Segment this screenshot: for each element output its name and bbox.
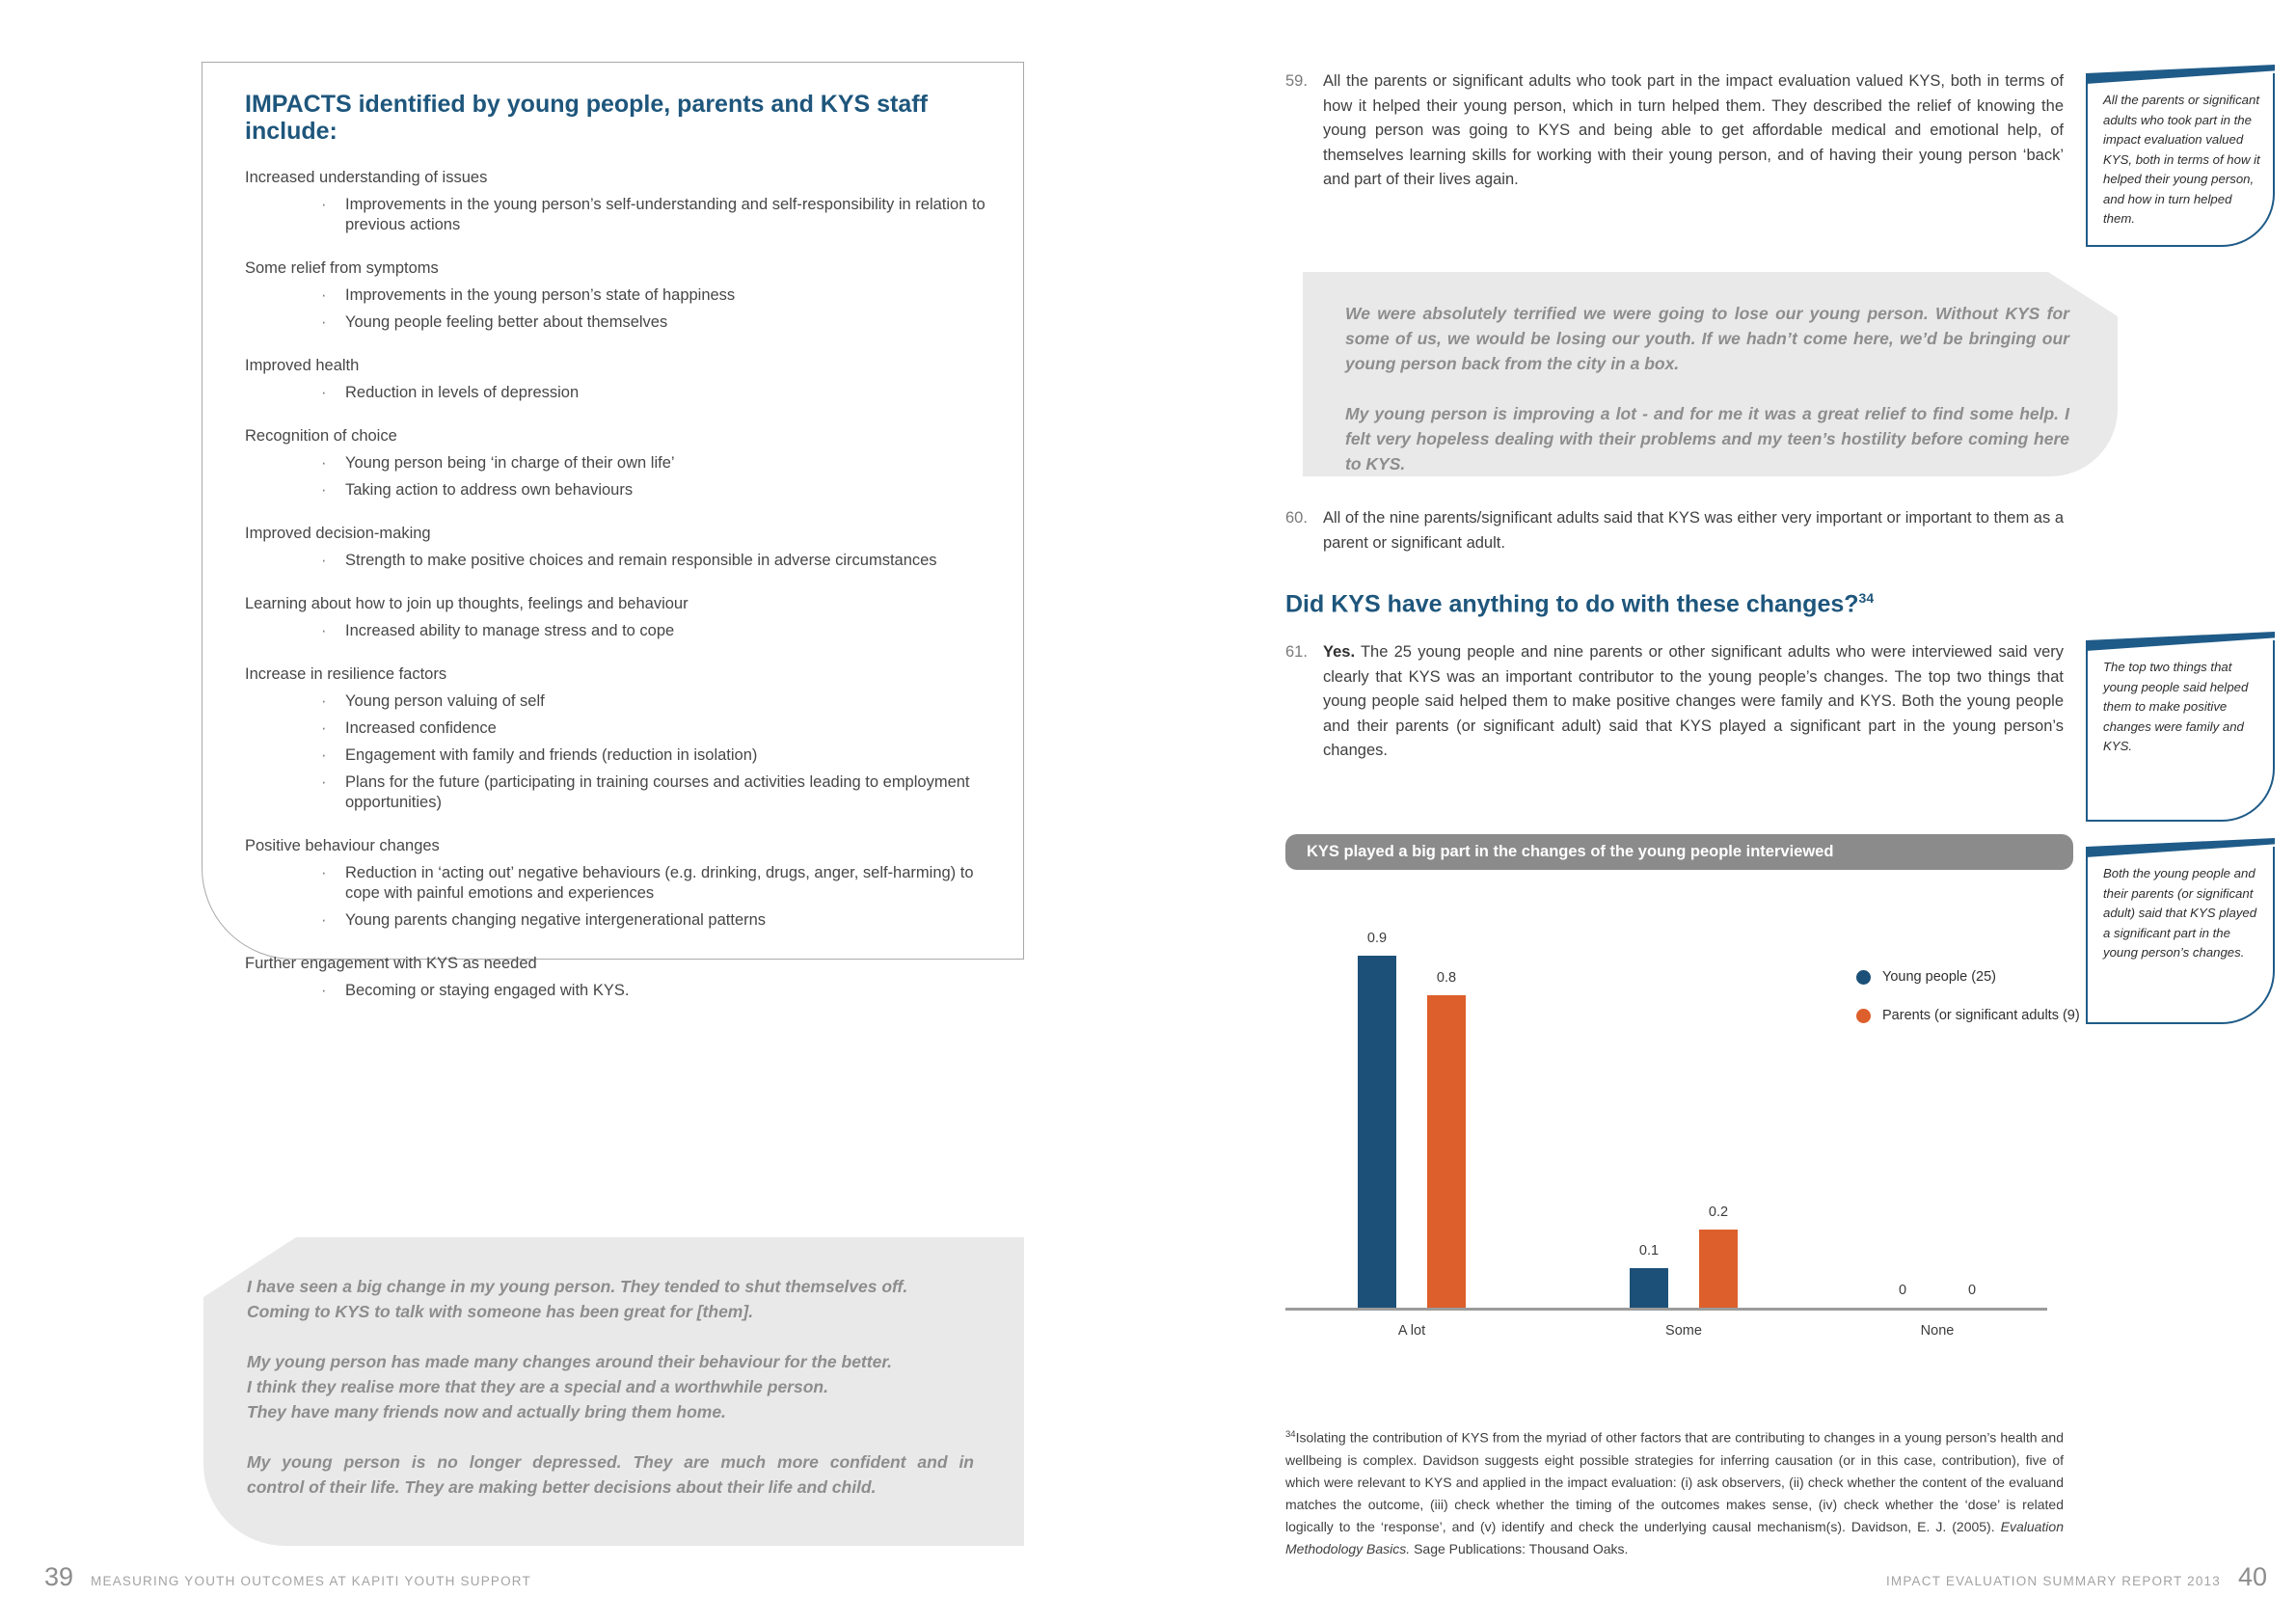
impact-bullet-text: Becoming or staying engaged with KYS.	[345, 982, 630, 999]
bullet-dot-icon: ·	[321, 196, 327, 213]
section-heading-text: Did KYS have anything to do with these changes?	[1285, 590, 1859, 618]
impact-group	[245, 356, 988, 403]
bullet-dot-icon: ·	[321, 719, 327, 737]
footer-right	[1886, 1562, 2267, 1592]
quote-line: My young person has made many changes around their behaviour for the better.	[247, 1352, 893, 1371]
impact-bullet-text: Strength to make positive choices and remain responsible in adverse circumstances	[345, 552, 937, 569]
impact-bullet-text: Young person being ‘in charge of their own life’	[345, 454, 675, 472]
paragraph-text	[1323, 640, 2064, 764]
bullet-dot-icon: ·	[321, 552, 327, 569]
impact-bullet-text: Reduction in ‘acting out’ negative behaviours (e.g. drinking, drugs, anger, self-harming) to cope with painful emotions and experiences	[345, 864, 974, 902]
callout-text: All the parents or significant adults who took part in the impact evaluation valued KYS, both in terms of how it helped their young person, and how in turn helped them.	[2103, 93, 2260, 226]
page-number: 39	[44, 1562, 74, 1591]
footer-label: MEASURING YOUTH OUTCOMES AT KAPITI YOUTH SUPPORT	[91, 1574, 531, 1588]
footer-left	[44, 1562, 531, 1592]
callout-box-2	[2086, 640, 2275, 822]
chart-title-bar: KYS played a big part in the changes of the young people interviewed	[1285, 834, 2073, 870]
impact-bullet	[321, 691, 988, 712]
impact-group	[245, 524, 988, 571]
impact-bullet	[321, 772, 988, 813]
paragraph-text: All the parents or significant adults who took part in the impact evaluation valued KYS, both in terms of how it helped their young person, which in turn helped them. They described the relief of knowing the young person was going to KYS and being able to get affordable medical and emotional help, of themselves learning skills for working with their young person, and of having their young person ‘back’ and part of their lives again.	[1323, 72, 2064, 188]
impact-bullet-text: Plans for the future (participating in training courses and activities leading to employment opportunities)	[345, 773, 970, 811]
impact-group-label: Increase in resilience factors	[245, 665, 447, 683]
footer-label: IMPACT EVALUATION SUMMARY REPORT 2013	[1885, 1574, 2221, 1588]
impact-bullet-text: Engagement with family and friends (reduction in isolation)	[345, 746, 758, 764]
footnote-body: Isolating the contribution of KYS from the myriad of other factors that are contributing to changes in a young person’s health and wellbeing is complex. Davidson suggests eight possible strategies for inferring causation (or in this case, contribution), five of which were relevant to KYS and applied in the impact evaluation: (i) ask observers, (ii) check whether the content of the evaluand matches the outcome, (iii) check whether the timing of the outcomes makes sense, (iv) check whether the ‘dose’ is related logically to the ‘response’, and (v) identify and check the underlying causal mechanism(s). Davidson, E. J. (2005).	[1285, 1429, 2064, 1534]
footnote-34	[1285, 1423, 2064, 1560]
bar-value-label: 0	[1898, 1283, 1907, 1298]
bullet-dot-icon: ·	[321, 864, 327, 881]
impact-group	[245, 258, 988, 333]
bar-chart	[1285, 873, 2080, 1339]
callout-text: Both the young people and their parents (or significant adult) said that KYS played a significant part in the young person’s changes.	[2103, 866, 2257, 960]
impact-bullet	[321, 312, 988, 333]
bar-fill	[1427, 995, 1466, 1308]
paragraph-60	[1285, 506, 2064, 555]
footnote-number: 34	[1285, 1429, 1296, 1440]
bullet-dot-icon: ·	[321, 746, 327, 764]
impact-bullet	[321, 863, 988, 904]
quote-paragraph: We were absolutely terrified we were going to lose our young person. Without KYS for some of us, we would be losing our youth. If we hadn’t come here, we’d be bringing our young person back from the city in a box.	[1345, 304, 2069, 373]
paragraph-text: All of the nine parents/significant adults said that KYS was either very important or important to them as a parent or significant adult.	[1323, 509, 2064, 552]
impact-bullet-text: Reduction in levels of depression	[345, 384, 580, 401]
paragraph-59	[1285, 69, 2064, 193]
bar-value-label: 0.1	[1638, 1243, 1660, 1259]
impact-group-label: Improved decision-making	[245, 525, 431, 542]
bar-young-people	[1630, 1243, 1668, 1308]
bar-young-people	[1358, 931, 1396, 1308]
paragraph-number: 59.	[1285, 72, 1308, 90]
bar-value-label: 0.8	[1436, 970, 1457, 986]
impact-bullet	[321, 718, 988, 739]
paragraph-61	[1285, 640, 2064, 764]
quote-line: control of their life. They are making better decisions about their life and child.	[247, 1477, 877, 1497]
impact-bullet	[321, 285, 988, 306]
parent-quotes-box-left	[203, 1237, 1024, 1546]
bullet-dot-icon: ·	[321, 911, 327, 929]
impact-bullet-text: Young person valuing of self	[345, 692, 545, 710]
impacts-box-title: IMPACTS identified by young people, parents and KYS staff include:	[245, 91, 928, 145]
impact-bullet-text: Increased confidence	[345, 719, 497, 737]
impact-bullet	[321, 621, 988, 641]
impact-bullet-text: Young parents changing negative intergenerational patterns	[345, 911, 767, 929]
legend-label: Parents (or significant adults (9)	[1882, 1008, 2080, 1023]
impact-bullet	[321, 195, 988, 235]
paragraph-number: 60.	[1285, 509, 1308, 527]
quote-paragraph	[247, 1349, 974, 1424]
page-number: 40	[2237, 1562, 2267, 1591]
callout-text: The top two things that young people said helped them to make positive changes were family and KYS.	[2103, 660, 2249, 753]
impact-group	[245, 426, 988, 501]
parent-quotes-box-right	[1303, 272, 2118, 476]
bar-value-label: 0	[1967, 1283, 1977, 1298]
paragraph-body: The 25 young people and nine parents or other significant adults who were interviewed said very clearly that KYS was an important contributor to the young people’s changes. The top two things that young people said helped them to make positive changes were family and KYS. Both the young people and their parents (or significant adult) said that KYS played a significant part in the young person’s changes.	[1323, 643, 2064, 759]
quote-line: My young person is no longer depressed. They are much more confident and in	[247, 1452, 974, 1472]
impact-bullet-text: Young people feeling better about themselves	[345, 313, 668, 331]
paragraph-number: 61.	[1285, 643, 1308, 661]
impact-bullet	[321, 745, 988, 766]
legend-label: Young people (25)	[1882, 969, 1996, 985]
impacts-box	[202, 62, 1024, 999]
impact-group	[245, 954, 988, 1001]
impact-group	[245, 168, 988, 235]
quote-line: They have many friends now and actually bring them home.	[247, 1402, 726, 1421]
quote-paragraph	[247, 1274, 974, 1324]
impact-group-label: Increased understanding of issues	[245, 169, 488, 186]
impact-group-label: Learning about how to join up thoughts, feelings and behaviour	[245, 595, 689, 612]
impact-bullet	[321, 981, 988, 1001]
bullet-dot-icon: ·	[321, 982, 327, 999]
legend-item-young-people	[1856, 969, 2080, 985]
chart-legend	[1856, 969, 2080, 1046]
bullet-dot-icon: ·	[321, 286, 327, 304]
x-axis-label: None	[1920, 1323, 1955, 1339]
quote-paragraph	[247, 1449, 974, 1500]
impact-bullet-text: Taking action to address own behaviours	[345, 481, 634, 499]
legend-dot-icon	[1856, 970, 1871, 985]
impact-bullet	[321, 910, 988, 931]
bullet-dot-icon: ·	[321, 313, 327, 331]
bar-group-a-lot	[1358, 931, 1466, 1339]
footnote-italic-title: Evaluation Methodology Basics.	[1285, 1518, 2064, 1556]
impact-bullet-text: Improvements in the young person’s self-understanding and self-responsibility in relation to previous actions	[345, 196, 986, 233]
section-heading	[1285, 590, 2064, 618]
bullet-dot-icon: ·	[321, 384, 327, 401]
bullet-dot-icon: ·	[321, 481, 327, 499]
impact-group-label: Positive behaviour changes	[245, 837, 440, 854]
bar-fill	[1699, 1230, 1738, 1308]
impact-group	[245, 664, 988, 813]
quote-paragraph: My young person is improving a lot - and for me it was a great relief to find some help. I felt very hopeless dealing with their problems and my teen’s hostility before coming here to KYS.	[1345, 404, 2069, 474]
quote-line: Coming to KYS to talk with someone has been great for [them].	[247, 1302, 754, 1321]
impact-group-label: Some relief from symptoms	[245, 259, 439, 277]
impact-bullet-text: Increased ability to manage stress and to cope	[345, 622, 675, 639]
impact-group-label: Improved health	[245, 357, 360, 374]
bar-fill	[1358, 956, 1396, 1308]
bar-fill	[1630, 1268, 1668, 1308]
quote-line: I think they realise more that they are a special and a worthwhile person.	[247, 1377, 828, 1396]
impact-bullet	[321, 453, 988, 474]
impact-bullet	[321, 551, 988, 571]
x-axis-label: A lot	[1397, 1323, 1426, 1339]
legend-item-parents	[1856, 1008, 2080, 1023]
impact-bullet-text: Improvements in the young person’s state of happiness	[345, 286, 736, 304]
impact-bullet	[321, 480, 988, 501]
impact-group-label: Recognition of choice	[245, 427, 397, 445]
bar-parents	[1699, 1204, 1738, 1308]
quote-line: I have seen a big change in my young person. They tended to shut themselves off.	[247, 1277, 908, 1296]
x-axis-label: Some	[1665, 1323, 1702, 1339]
bullet-dot-icon: ·	[321, 773, 327, 791]
paragraph-lead: Yes.	[1323, 643, 1356, 661]
bullet-dot-icon: ·	[321, 692, 327, 710]
impact-group-label: Further engagement with KYS as needed	[245, 955, 537, 972]
legend-dot-icon	[1856, 1009, 1871, 1023]
footnote-reference: 34	[1858, 590, 1875, 606]
footnote-tail: Sage Publications: Thousand Oaks.	[1410, 1540, 1629, 1556]
impact-bullet	[321, 383, 988, 403]
impact-group	[245, 836, 988, 931]
bar-parents	[1427, 970, 1466, 1308]
bar-group-some	[1630, 1204, 1738, 1339]
bullet-dot-icon: ·	[321, 622, 327, 639]
bar-value-label: 0.9	[1366, 931, 1388, 946]
bar-value-label: 0.2	[1708, 1204, 1729, 1220]
callout-box-1	[2086, 73, 2275, 247]
bullet-dot-icon: ·	[321, 454, 327, 472]
impact-group	[245, 594, 988, 641]
callout-box-3	[2086, 847, 2275, 1024]
